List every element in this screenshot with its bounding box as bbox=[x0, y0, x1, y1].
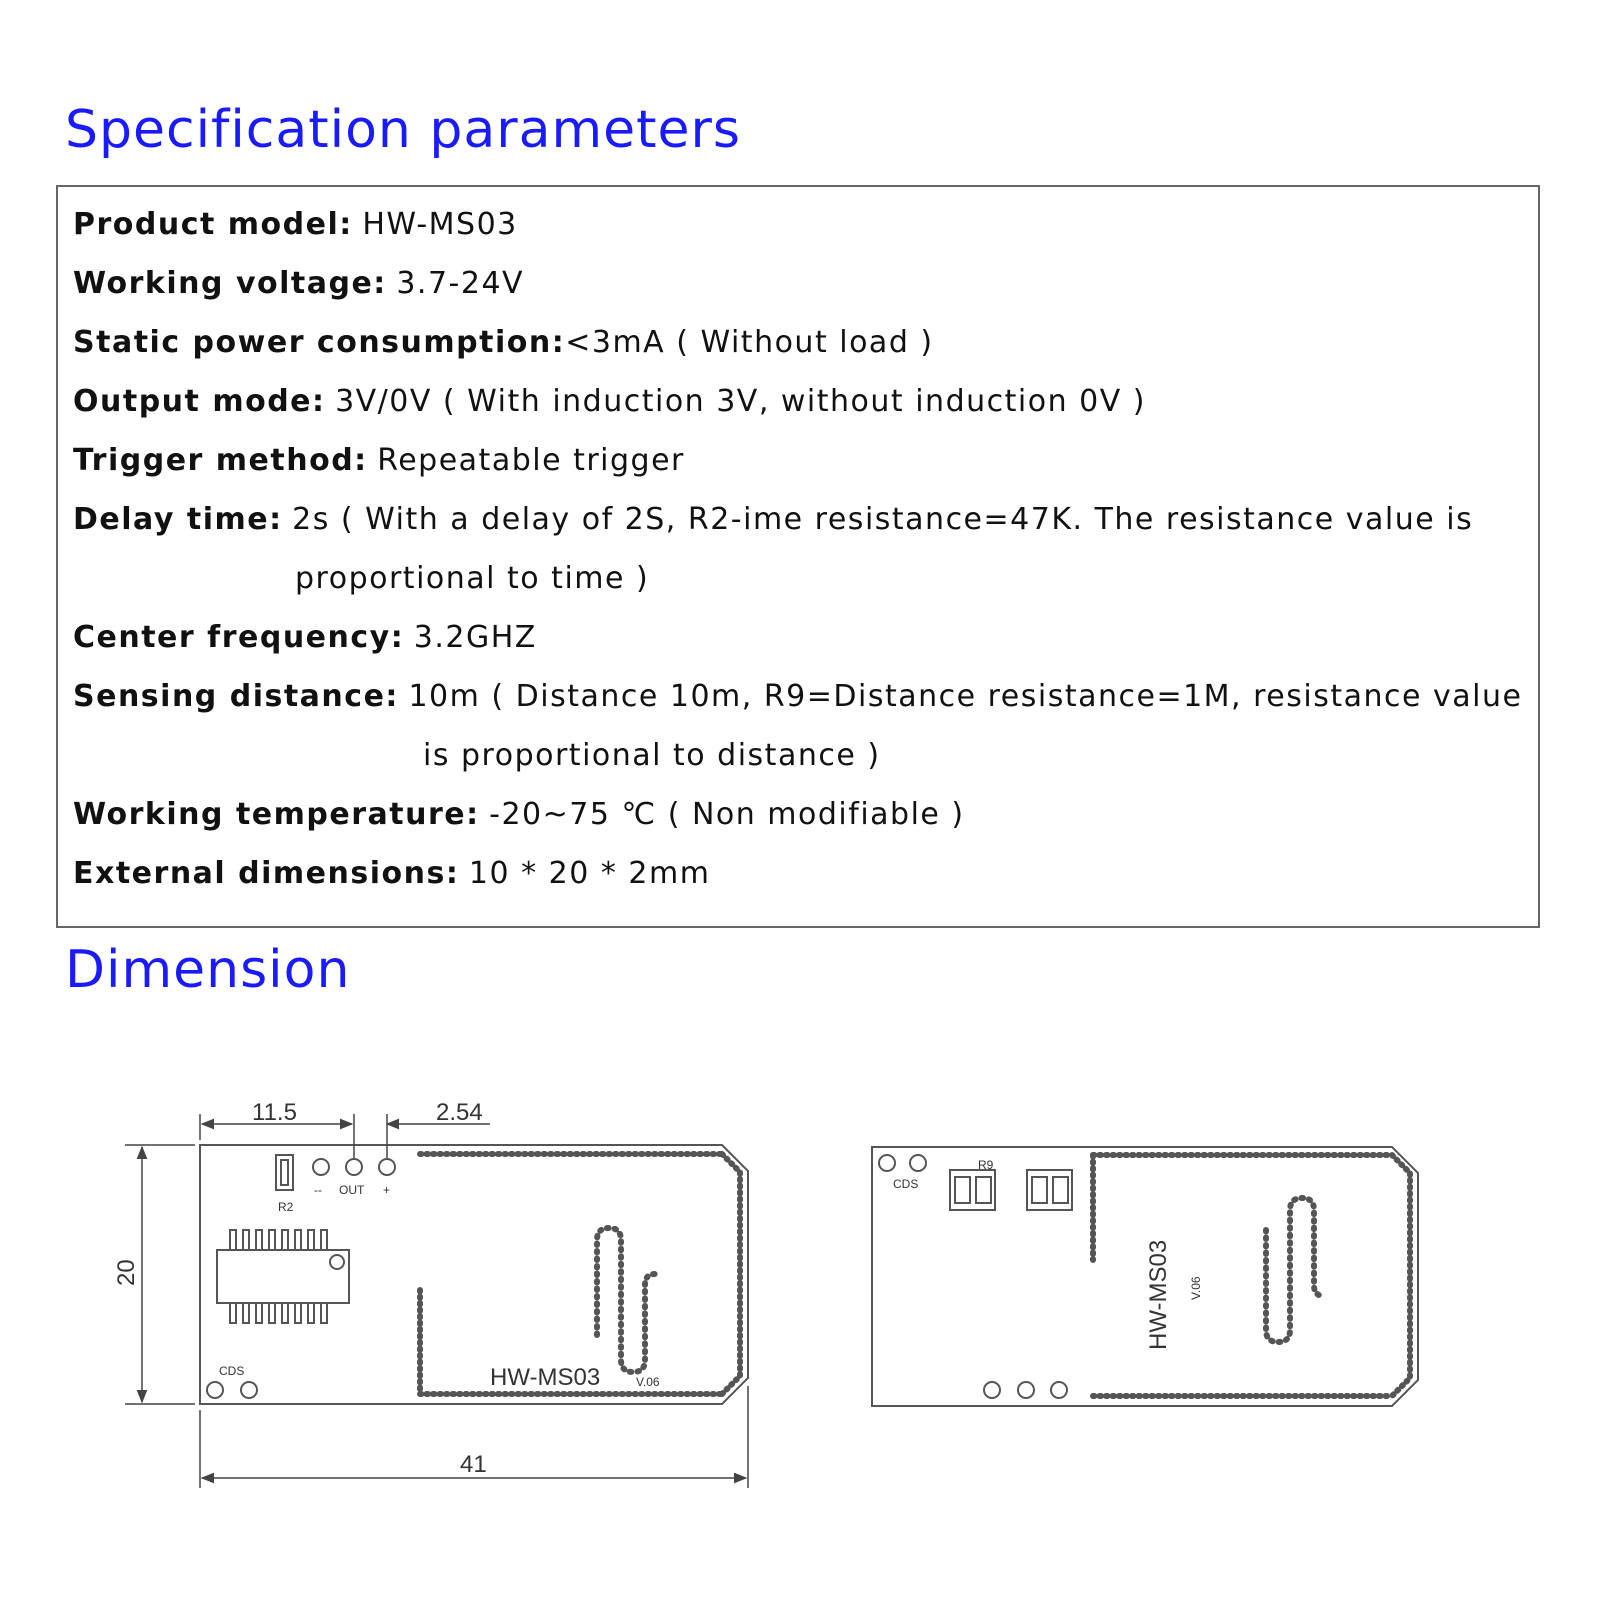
spec-value-continued: is proportional to distance ) bbox=[423, 738, 881, 773]
dim-label-11-5: 11.5 bbox=[252, 1099, 297, 1126]
spec-value: 3.7-24V bbox=[396, 266, 525, 301]
antenna-trace bbox=[1266, 1198, 1324, 1342]
cds-pad-left bbox=[207, 1382, 223, 1398]
pin-out-pad bbox=[346, 1159, 362, 1175]
spec-value: 3.2GHZ bbox=[413, 620, 537, 655]
spec-value: 10m ( Distance 10m, R9=Distance resistance=1M, resistance value bbox=[408, 679, 1523, 714]
spec-key: Sensing distance: bbox=[73, 679, 399, 714]
spec-value: 3V/0V ( With induction 3V, without induction 0V ) bbox=[335, 384, 1146, 419]
label-cds: CDS bbox=[219, 1364, 245, 1378]
spec-value: HW-MS03 bbox=[362, 207, 518, 242]
cds-pad-right bbox=[910, 1155, 926, 1171]
label-model: HW-MS03 bbox=[1145, 1239, 1172, 1350]
dim-label-2-54: 2.54 bbox=[436, 1099, 483, 1126]
spec-row-trigger-method bbox=[73, 431, 685, 490]
dim-label-20: 20 bbox=[113, 1259, 140, 1286]
spec-value: 2s ( With a delay of 2S, R2-ime resistance=47K. The resistance value is bbox=[292, 502, 1474, 537]
ic-top-pins bbox=[230, 1230, 327, 1250]
spec-row-working-temperature bbox=[73, 785, 965, 844]
label-cds: CDS bbox=[893, 1177, 919, 1191]
via-row-right bbox=[1392, 1155, 1410, 1396]
resistor-r9-pad-left bbox=[955, 1177, 970, 1203]
spec-key: Output mode: bbox=[73, 384, 326, 419]
spec-value: <3mA ( Without load ) bbox=[565, 325, 934, 360]
dimension-drawing bbox=[0, 1030, 1600, 1530]
spec-row-static-power bbox=[73, 313, 934, 372]
spec-heading: Specification parameters bbox=[65, 100, 742, 160]
spec-value: Repeatable trigger bbox=[377, 443, 685, 478]
label-model: HW-MS03 bbox=[490, 1364, 601, 1391]
pin-pad-2 bbox=[1018, 1382, 1034, 1398]
spec-key: Working voltage: bbox=[73, 266, 387, 301]
via-row-right bbox=[722, 1154, 740, 1394]
label-minus: -- bbox=[314, 1183, 322, 1197]
spec-row-external-dimensions bbox=[73, 844, 710, 903]
cds-pad-right bbox=[241, 1382, 257, 1398]
resistor-pad-right bbox=[1053, 1177, 1068, 1203]
ic-bottom-pins bbox=[230, 1303, 327, 1323]
spec-row-product-model bbox=[73, 195, 518, 254]
label-version: V.06 bbox=[636, 1375, 660, 1389]
spec-key: External dimensions: bbox=[73, 856, 460, 891]
pin-pad-1 bbox=[984, 1382, 1000, 1398]
spec-value-continued: proportional to time ) bbox=[295, 561, 650, 596]
front-board-outline bbox=[200, 1145, 748, 1404]
spec-key: Static power consumption: bbox=[73, 325, 566, 360]
spec-value: -20~75 ℃ ( Non modifiable ) bbox=[489, 797, 965, 832]
spec-row-sensing-distance bbox=[73, 667, 1522, 785]
pin-minus-pad bbox=[313, 1159, 329, 1175]
label-r9: R9 bbox=[978, 1158, 994, 1172]
spec-table bbox=[56, 185, 1540, 928]
spec-value: 10 * 20 * 2mm bbox=[468, 856, 711, 891]
front-board bbox=[125, 1114, 748, 1488]
spec-key: Working temperature: bbox=[73, 797, 480, 832]
dimension-heading: Dimension bbox=[65, 940, 351, 1000]
pin-plus-pad bbox=[379, 1159, 395, 1175]
spec-key: Center frequency: bbox=[73, 620, 405, 655]
spec-row-working-voltage bbox=[73, 254, 524, 313]
label-out: OUT bbox=[339, 1183, 365, 1197]
spec-key: Trigger method: bbox=[73, 443, 368, 478]
pin-pad-3 bbox=[1051, 1382, 1067, 1398]
spec-row-output-mode bbox=[73, 372, 1146, 431]
spec-key: Product model: bbox=[73, 207, 353, 242]
dim-label-41: 41 bbox=[460, 1451, 487, 1478]
label-r2: R2 bbox=[278, 1200, 294, 1214]
spec-key: Delay time: bbox=[73, 502, 283, 537]
resistor-r2-body bbox=[281, 1160, 288, 1185]
ic-chip bbox=[217, 1250, 349, 1303]
cds-pad-left bbox=[879, 1155, 895, 1171]
label-plus: + bbox=[383, 1183, 391, 1197]
spec-row-delay-time bbox=[73, 490, 1473, 608]
resistor-r9-pad-right bbox=[976, 1177, 991, 1203]
antenna-trace bbox=[597, 1228, 655, 1372]
ic-pin1-marker bbox=[330, 1255, 344, 1269]
label-version: V.06 bbox=[1189, 1276, 1203, 1300]
resistor-pad-left bbox=[1032, 1177, 1047, 1203]
spec-row-center-frequency bbox=[73, 608, 537, 667]
